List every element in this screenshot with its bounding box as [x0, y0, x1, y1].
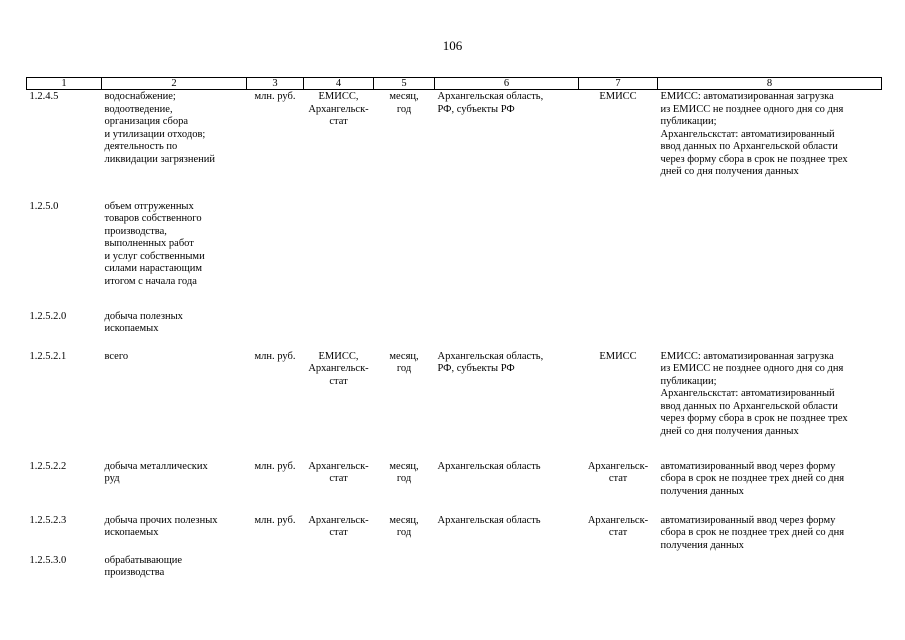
unit-of-measure: млн. руб.	[254, 91, 296, 102]
table-row	[27, 514, 882, 554]
territorial-level: Архангельская область, РФ, субъекты РФ	[437, 350, 544, 374]
indicator-name: обрабатывающие производства	[104, 554, 183, 578]
column-number: 2	[102, 78, 247, 90]
collection-method	[658, 310, 882, 350]
indicator-code: 1.2.5.2.0	[29, 310, 67, 322]
page-number: 106	[442, 38, 463, 53]
data-provider: ЕМИСС	[599, 91, 637, 102]
indicator-name: всего	[104, 350, 129, 362]
data-source	[304, 310, 374, 350]
table-row	[27, 90, 882, 200]
collection-method: ЕМИСС: автоматизированная загрузка из ЕМИСС не позднее одного дня со дня публикации; Архангельскстат: автоматизированный ввод данных по Архангельской области через форму сбора в срок не позднее трех дней со дня получения данных	[660, 91, 848, 177]
data-source: Архангельск- стат	[308, 460, 369, 484]
column-number: 1	[27, 78, 102, 90]
data-provider: Архангельск- стат	[587, 460, 649, 484]
unit-of-measure: млн. руб.	[254, 460, 296, 472]
table-row	[27, 200, 882, 310]
table-row	[27, 350, 882, 460]
table-row	[27, 460, 882, 514]
unit-of-measure	[247, 200, 304, 310]
column-number: 4	[304, 78, 374, 90]
collection-method: ЕМИСС: автоматизированная загрузка из ЕМИСС не позднее одного дня со дня публикации; Архангельскстат: автоматизированный ввод данных по Архангельской области через форму сбора в срок не позднее трех дней со дня получения данных	[660, 350, 848, 437]
territorial-level: Архангельская область	[437, 460, 541, 472]
data-provider: ЕМИСС	[599, 350, 637, 362]
collection-method: автоматизированный ввод через форму сбора в срок не позднее трех дней со дня получения данных	[660, 460, 845, 497]
collection-method: автоматизированный ввод через форму сбора в срок не позднее трех дней со дня получения данных	[660, 514, 845, 551]
column-number-row	[27, 78, 882, 90]
indicators-table	[26, 77, 882, 586]
indicator-name: добыча полезных ископаемых	[104, 310, 183, 334]
data-source: ЕМИСС, Архангельск- стат	[308, 350, 369, 387]
periodicity: месяц, год	[389, 91, 419, 115]
data-source	[304, 554, 374, 586]
territorial-level: Архангельская область, РФ, субъекты РФ	[437, 91, 544, 115]
column-number: 3	[247, 78, 304, 90]
unit-of-measure	[247, 554, 304, 586]
data-provider	[579, 200, 658, 310]
periodicity	[374, 310, 435, 350]
column-number: 8	[658, 78, 882, 90]
periodicity: месяц, год	[389, 460, 419, 484]
column-number: 6	[435, 78, 579, 90]
unit-of-measure	[247, 310, 304, 350]
indicator-code: 1.2.5.2.1	[29, 350, 67, 362]
collection-method	[658, 200, 882, 310]
periodicity	[374, 554, 435, 586]
data-source: Архангельск- стат	[308, 514, 369, 538]
indicator-code: 1.2.5.3.0	[29, 554, 67, 566]
unit-of-measure: млн. руб.	[254, 350, 296, 362]
indicator-name: объем отгруженных товаров собственного производства, выполненных работ и услуг собственными силами нарастающим итогом с начала года	[104, 200, 205, 287]
data-provider	[579, 310, 658, 350]
column-number: 7	[579, 78, 658, 90]
territorial-level: Архангельская область	[437, 514, 541, 526]
periodicity	[374, 200, 435, 310]
indicator-name: водоснабжение; водоотведение, организация сбора и утилизации отходов; деятельность по ликвидации загрязнений	[104, 91, 216, 165]
territorial-level	[435, 554, 579, 586]
table-row	[27, 310, 882, 350]
data-provider	[579, 554, 658, 586]
territorial-level	[435, 310, 579, 350]
data-source: ЕМИСС, Архангельск- стат	[308, 91, 369, 127]
collection-method	[658, 554, 882, 586]
indicator-name: добыча прочих полезных ископаемых	[104, 514, 218, 538]
indicator-code: 1.2.5.2.3	[29, 514, 67, 526]
periodicity: месяц, год	[389, 514, 419, 538]
data-provider: Архангельск- стат	[587, 514, 649, 538]
territorial-level	[435, 200, 579, 310]
unit-of-measure: млн. руб.	[254, 514, 296, 526]
periodicity: месяц, год	[389, 350, 419, 374]
data-source	[304, 200, 374, 310]
indicator-name: добыча металлических руд	[104, 460, 208, 484]
column-number: 5	[374, 78, 435, 90]
table-row	[27, 554, 882, 586]
indicator-code: 1.2.5.0	[29, 200, 59, 212]
indicator-code: 1.2.4.5	[29, 91, 59, 102]
indicator-code: 1.2.5.2.2	[29, 460, 67, 472]
